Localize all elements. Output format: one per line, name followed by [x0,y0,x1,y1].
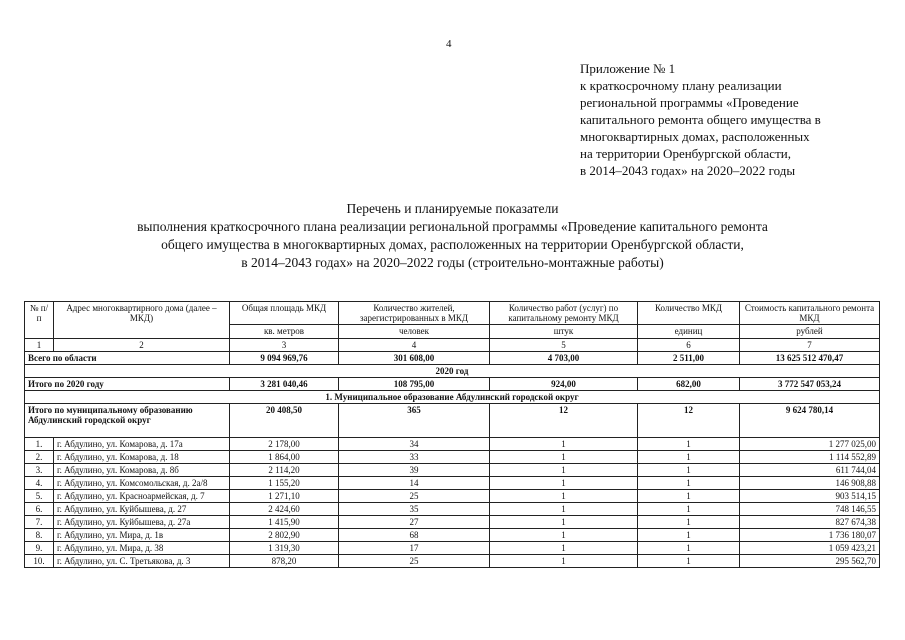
table-row [25,477,880,490]
municipality-label: 1. Муниципальное образование Абдулинский городской округ [25,391,880,404]
total-region-residents: 301 608,00 [339,352,490,365]
col-number: 3 [230,339,339,352]
header-works: Количество работ (услуг) по капитальному ремонту МКД [490,302,638,325]
total-year-cost: 3 772 547 053,24 [740,378,880,391]
row-num: 1. [25,438,54,451]
row-area: 2 802,90 [230,529,339,542]
row-address: г. Абдулино, ул. Комарова, д. 17а [54,438,230,451]
row-residents: 25 [339,555,490,568]
row-area: 878,20 [230,555,339,568]
title-line: в 2014–2043 годах» на 2020–2022 годы (строительно-монтажные работы) [241,255,664,270]
header-row [25,302,880,325]
row-mkd-count: 1 [638,555,740,568]
row-residents: 34 [339,438,490,451]
row-area: 2 114,20 [230,464,339,477]
row-area: 1 271,10 [230,490,339,503]
row-num: 7. [25,516,54,529]
total-municipality-row [25,404,880,438]
total-municipality-area: 20 408,50 [230,404,339,438]
row-residents: 14 [339,477,490,490]
title-line: Перечень и планируемые показатели [346,201,559,216]
row-works: 1 [490,555,638,568]
total-municipality-cost: 9 624 780,14 [740,404,880,438]
row-mkd-count: 1 [638,490,740,503]
row-cost: 1 114 552,89 [740,451,880,464]
total-region-cost: 13 625 512 470,47 [740,352,880,365]
row-cost: 146 908,88 [740,477,880,490]
row-num: 5. [25,490,54,503]
year-row [25,365,880,378]
row-num: 6. [25,503,54,516]
total-year-residents: 108 795,00 [339,378,490,391]
row-cost: 1 736 180,07 [740,529,880,542]
row-works: 1 [490,477,638,490]
header-residents: Количество жителей, зарегистрированных в МКД [339,302,490,325]
row-num: 10. [25,555,54,568]
total-region-mkd-count: 2 511,00 [638,352,740,365]
page-number: 4 [446,38,452,50]
total-region-area: 9 094 969,76 [230,352,339,365]
total-year-area: 3 281 040,46 [230,378,339,391]
row-area: 1 155,20 [230,477,339,490]
total-municipality-works: 12 [490,404,638,438]
header-address: Адрес многоквартирного дома (далее – МКД) [54,302,230,339]
row-address: г. Абдулино, ул. Красноармейская, д. 7 [54,490,230,503]
row-cost: 827 674,38 [740,516,880,529]
appendix-line: к краткосрочному плану реализации [580,78,782,93]
unit-cost: рублей [740,325,880,339]
total-municipality-label: Итого по муниципальному образованию Абдулинский городской округ [25,404,230,438]
row-address: г. Абдулино, ул. Мира, д. 38 [54,542,230,555]
title-line: выполнения краткосрочного плана реализации региональной программы «Проведение капитального ремонта [137,219,768,234]
col-number: 2 [54,339,230,352]
table-row [25,529,880,542]
appendix-line: на территории Оренбургской области, [580,146,791,161]
header-cost: Стоимость капитального ремонта МКД [740,302,880,325]
row-mkd-count: 1 [638,477,740,490]
row-works: 1 [490,516,638,529]
table-row [25,464,880,477]
row-mkd-count: 1 [638,451,740,464]
indicators-table [24,301,880,568]
row-address: г. Абдулино, ул. Комарова, д. 8б [54,464,230,477]
row-cost: 903 514,15 [740,490,880,503]
row-cost: 611 744,04 [740,464,880,477]
col-number: 4 [339,339,490,352]
row-address: г. Абдулино, ул. Комарова, д. 18 [54,451,230,464]
row-works: 1 [490,451,638,464]
appendix-line: региональной программы «Проведение [580,95,799,110]
table-row [25,542,880,555]
appendix-line: в 2014–2043 годах» на 2020–2022 годы [580,163,796,178]
row-area: 2 424,60 [230,503,339,516]
table-row [25,555,880,568]
row-address: г. Абдулино, ул. С. Третьякова, д. 3 [54,555,230,568]
total-region-label: Всего по области [25,352,230,365]
row-area: 1 864,00 [230,451,339,464]
municipality-row [25,391,880,404]
total-municipality-mkd-count: 12 [638,404,740,438]
row-residents: 17 [339,542,490,555]
appendix-line: Приложение № 1 [580,61,676,76]
row-address: г. Абдулино, ул. Куйбышева, д. 27а [54,516,230,529]
header-num: № п/п [25,302,54,339]
total-region-row [25,352,880,365]
row-num: 3. [25,464,54,477]
row-residents: 39 [339,464,490,477]
header-area: Общая площадь МКД [230,302,339,325]
row-cost: 295 562,70 [740,555,880,568]
col-number: 7 [740,339,880,352]
column-numbers-row [25,339,880,352]
row-residents: 68 [339,529,490,542]
row-mkd-count: 1 [638,503,740,516]
unit-mkd-count: единиц [638,325,740,339]
unit-works: штук [490,325,638,339]
row-area: 2 178,00 [230,438,339,451]
row-num: 8. [25,529,54,542]
row-area: 1 319,30 [230,542,339,555]
row-num: 9. [25,542,54,555]
total-region-works: 4 703,00 [490,352,638,365]
table-row [25,451,880,464]
table-row [25,516,880,529]
total-municipality-residents: 365 [339,404,490,438]
row-residents: 35 [339,503,490,516]
row-mkd-count: 1 [638,516,740,529]
row-works: 1 [490,464,638,477]
table-row [25,490,880,503]
table-row [25,503,880,516]
row-works: 1 [490,438,638,451]
row-cost: 748 146,55 [740,503,880,516]
row-cost: 1 059 423,21 [740,542,880,555]
unit-area: кв. метров [230,325,339,339]
row-num: 2. [25,451,54,464]
title-line: общего имущества в многоквартирных домах, расположенных на территории Оренбургской области, [161,237,744,252]
row-works: 1 [490,542,638,555]
unit-residents: человек [339,325,490,339]
row-address: г. Абдулино, ул. Куйбышева, д. 27 [54,503,230,516]
row-residents: 25 [339,490,490,503]
col-number: 6 [638,339,740,352]
appendix-line: капитального ремонта общего имущества в [580,112,821,127]
year-label: 2020 год [25,365,880,378]
row-mkd-count: 1 [638,529,740,542]
row-residents: 33 [339,451,490,464]
total-year-mkd-count: 682,00 [638,378,740,391]
row-works: 1 [490,490,638,503]
row-works: 1 [490,529,638,542]
row-works: 1 [490,503,638,516]
header-mkd-count: Количество МКД [638,302,740,325]
col-number: 1 [25,339,54,352]
row-cost: 1 277 025,00 [740,438,880,451]
total-year-row [25,378,880,391]
table-row [25,438,880,451]
row-address: г. Абдулино, ул. Комсомольская, д. 2а/8 [54,477,230,490]
row-address: г. Абдулино, ул. Мира, д. 1в [54,529,230,542]
document-title [0,200,905,272]
row-area: 1 415,90 [230,516,339,529]
appendix-block [580,60,880,179]
total-year-label: Итого по 2020 году [25,378,230,391]
appendix-line: многоквартирных домах, расположенных [580,129,810,144]
row-mkd-count: 1 [638,464,740,477]
row-mkd-count: 1 [638,438,740,451]
row-residents: 27 [339,516,490,529]
col-number: 5 [490,339,638,352]
row-num: 4. [25,477,54,490]
total-year-works: 924,00 [490,378,638,391]
row-mkd-count: 1 [638,542,740,555]
